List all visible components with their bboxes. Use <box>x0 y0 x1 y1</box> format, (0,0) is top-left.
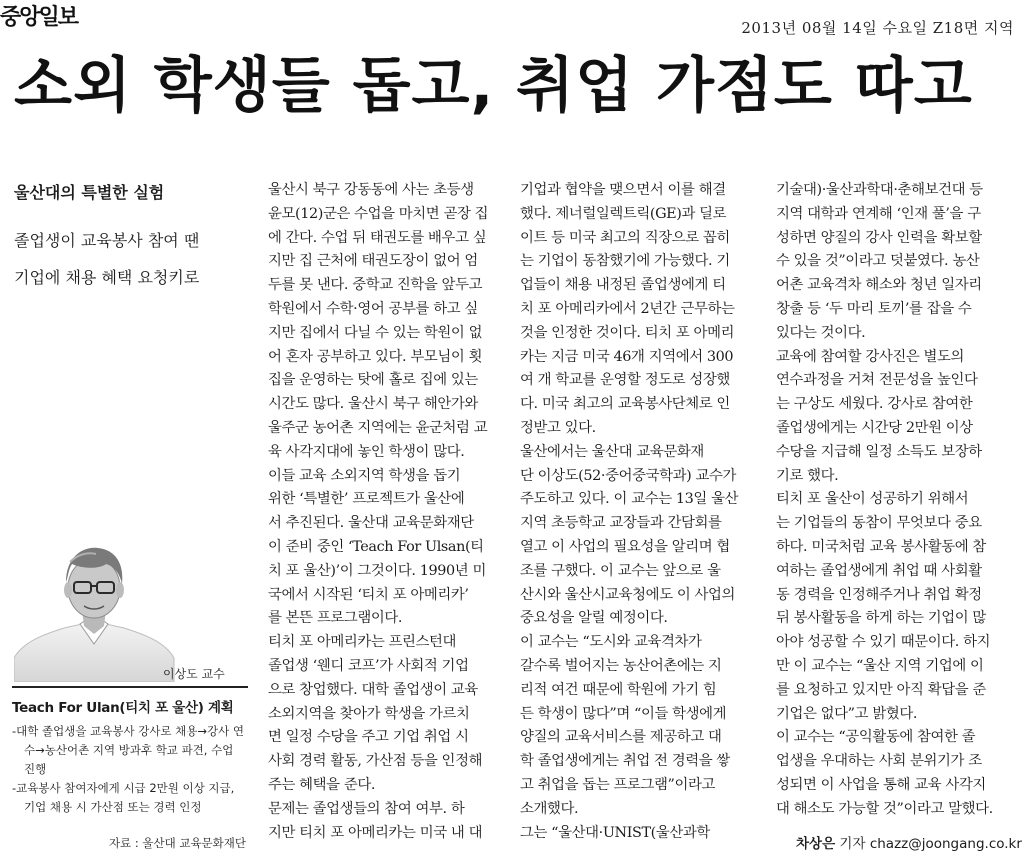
article-line: 는 기업이 동참했기에 가능했다. 기 <box>520 253 730 270</box>
article-line: 교육에 참여할 강사진은 별도의 <box>776 348 965 365</box>
article-line: 를 본뜬 프로그램이다. <box>268 610 403 627</box>
article-line: 열고 이 사업의 필요성을 알리며 협 <box>520 538 730 555</box>
article-line: 는 기업들의 동참이 무엇보다 중요 <box>776 515 982 532</box>
article-line: 주는 혜택을 준다. <box>268 776 376 793</box>
article-line: 다. 미국 최고의 교육봉사단체로 인 <box>520 396 730 413</box>
article-line: 위한 ‘특별한’ 프로젝트가 울산에 <box>268 491 465 508</box>
article-line: 업들이 채용 내정된 졸업생에게 티 <box>520 277 726 294</box>
infobox-item: -교육봉사 참여자에게 시급 2만원 이상 지급, 기업 채용 시 가산점 또는 경력 인정 <box>12 781 235 814</box>
article-column-2 <box>520 179 738 845</box>
article-line: 지역 대학과 연계해 ‘인재 풀’을 구 <box>776 205 981 222</box>
article-column-3 <box>776 179 993 822</box>
article-line: 학원에서 수학·영어 공부를 하고 싶 <box>268 300 478 317</box>
article-line: 사회 경력 활동, 가산점 등을 인정해 <box>268 753 483 770</box>
article-line: 지만 집에서 다닐 수 있는 학원이 없 <box>268 324 483 341</box>
article-line: 리적 여건 때문에 학원에 가기 힘 <box>520 681 717 698</box>
photo-caption: 이상도 교수 <box>163 667 225 681</box>
article-line: 집을 운영하는 탓에 홀로 집에 있는 <box>268 372 478 389</box>
article-line: 졸업생 ‘웬디 코프’가 사회적 기업 <box>268 657 469 674</box>
subhead-secondary <box>14 222 246 296</box>
portrait-photo <box>14 540 246 682</box>
article-line: 만 이 교수는 “울산 지역 기업에 이 <box>776 657 984 674</box>
article-line: 양질의 교육서비스를 제공하고 대 <box>520 729 722 746</box>
newspaper-logo: 중앙일보 <box>0 5 78 30</box>
article-column-1 <box>268 179 488 845</box>
byline-email: chazz@joongang.co.kr <box>869 836 1022 852</box>
article-line: 성하면 양질의 강사 인력을 확보할 <box>776 229 982 246</box>
article-line: 기업과 협약을 맺으면서 이를 해결 <box>520 182 726 198</box>
article-line: 울산에서는 울산대 교육문화재 <box>520 443 704 460</box>
subhead-block <box>14 180 246 296</box>
article-line: 티치 포 아메리카는 프린스턴대 <box>268 634 457 651</box>
headline: 소외 학생들 돕고, 취업 가점도 따고 <box>14 51 973 121</box>
subhead-line: 기업에 채용 혜택 요청키로 <box>14 268 200 287</box>
article-line: 두를 못 낸다. 중학교 진학을 앞두고 <box>268 277 483 294</box>
article-line: 지만 티치 포 아메리카는 미국 내 대 <box>268 824 483 841</box>
article-line: 이들 교육 소외지역 학생을 돕기 <box>268 467 461 484</box>
article-line: 있다는 것이다. <box>776 324 866 341</box>
article-line: 어 혼자 공부하고 있다. 부모님이 횟 <box>268 348 483 365</box>
byline <box>796 832 1022 852</box>
article-line: 서 추진된다. 울산대 교육문화재단 <box>268 515 474 532</box>
article-line: 어촌 교육격차 해소와 청년 일자리 <box>776 277 982 294</box>
article-line: 기업은 없다”고 밝혔다. <box>776 705 917 722</box>
article-line: 육 사각지대에 놓인 학생이 많다. <box>268 443 465 460</box>
article-line: 중요성을 알릴 예정이다. <box>520 610 668 627</box>
infobox-source: 자료 : 울산대 교육문화재단 <box>108 836 246 850</box>
article-line: 면 일정 수당을 주고 기업 취업 시 <box>268 729 469 746</box>
article-line: 동 경력을 인정해주거나 취업 확정 <box>776 586 982 603</box>
article-line: 치 포 울산)’이 그것이다. 1990년 미 <box>268 562 486 579</box>
article-line: 하다. 미국처럼 교육 봉사활동에 참 <box>776 538 986 555</box>
article-line: 그는 “울산대·UNIST(울산과학 <box>520 824 710 841</box>
article-line: 울산시 북구 강동동에 사는 초등생 <box>268 182 474 198</box>
article-line: 소외지역을 찾아가 학생을 가르치 <box>268 705 470 722</box>
article-line: 주도하고 있다. 이 교수는 13일 울산 <box>520 491 739 508</box>
article-line: 는 구상도 세웠다. 강사로 참여한 <box>776 396 973 413</box>
article-line: 아야 성공할 수 있기 때문이다. 하지 <box>776 634 991 651</box>
article-line: 업생을 우대하는 사회 분위기가 조 <box>776 753 982 770</box>
infobox-item: -대학 졸업생을 교육봉사 강사로 채용→강사 연수→농산어촌 지역 방과후 학교 파견, 수업 진행 <box>12 724 245 776</box>
article-line: 고 취업을 돕는 프로그램”이라고 <box>520 776 715 793</box>
article-line: 시간도 많다. 울산시 북구 해안가와 <box>268 396 478 413</box>
article-line: 에 간다. 수업 뒤 태권도를 배우고 싶 <box>268 229 487 246</box>
article-line: 여 개 학교를 운영할 정도로 성장했 <box>520 372 730 389</box>
article-line: 창출 등 ‘두 마리 토끼’를 잡을 수 <box>776 300 972 317</box>
article-line: 윤모(12)군은 수업을 마치면 곧장 집 <box>268 205 489 222</box>
subhead-line: 졸업생이 교육봉사 참여 땐 <box>14 231 200 250</box>
article-line: 으로 창업했다. 대학 졸업생이 교육 <box>268 681 478 698</box>
article-line: 여하는 졸업생에게 취업 때 사회활 <box>776 562 982 579</box>
article-line: 성되면 이 사업을 통해 교육 사각지 <box>776 776 986 793</box>
article-line: 수당을 지급해 일정 소득도 보장하 <box>776 443 982 460</box>
article-line: 울주군 농어촌 지역에는 윤군처럼 교 <box>268 419 488 436</box>
article-line: 국에서 시작된 ‘티치 포 아메리카’ <box>268 586 469 603</box>
article-line: 카는 지금 미국 46개 지역에서 300 <box>520 348 734 365</box>
article-line: 산시와 울산시교육청에도 이 사업의 <box>520 586 736 603</box>
article-line: 기술대)·울산과학대·춘해보건대 등 <box>776 182 983 198</box>
article-line: 이 준비 중인 ‘Teach For Ulsan(티 <box>268 538 484 555</box>
article-line: 학 졸업생에게는 취업 전 경력을 쌓 <box>520 753 730 770</box>
infobox-list <box>12 722 248 817</box>
article-line: 했다. 제너럴일렉트릭(GE)과 딜로 <box>520 205 727 222</box>
article-line: 조를 구했다. 이 교수는 앞으로 울 <box>520 562 721 579</box>
article-line: 지역 초등학교 교장들과 간담회를 <box>520 515 722 532</box>
article-line: 이 교수는 “공익활동에 참여한 졸 <box>776 729 976 746</box>
article-line: 문제는 졸업생들의 참여 여부. 하 <box>268 800 465 817</box>
article-line: 대 해소도 가능할 것”이라고 말했다. <box>776 800 993 817</box>
article-line: 것을 인정한 것이다. 티치 포 아메리 <box>520 324 735 341</box>
article-line: 단 이상도(52·중어중국학과) 교수가 <box>520 467 736 484</box>
article-line: 수 있을 것”이라고 덧붙였다. 농산 <box>776 253 980 270</box>
article-line: 지만 집 근처에 태권도장이 없어 엄 <box>268 253 478 270</box>
article-line: 치 포 아메리카에서 2년간 근무하는 <box>520 300 735 317</box>
article-line: 정받고 있다. <box>520 419 596 436</box>
infobox-title: Teach For Ulan(티치 포 울산) 계획 <box>12 700 234 716</box>
article-line: 소개했다. <box>520 800 579 817</box>
article-line: 티치 포 울산이 성공하기 위해서 <box>776 491 969 508</box>
article-line: 뒤 봉사활동을 하게 하는 기업이 많 <box>776 610 986 627</box>
article-line: 든 학생이 많다”며 “이들 학생에게 <box>520 705 727 722</box>
byline-name: 차상은 <box>796 836 836 852</box>
infobox-rule <box>12 686 248 688</box>
article-line: 갈수록 벌어지는 농산어촌에는 지 <box>520 657 722 674</box>
article-line: 이트 등 미국 최고의 직장으로 꼽히 <box>520 229 730 246</box>
article-line: 기로 했다. <box>776 467 839 484</box>
article-line: 연수과정을 거쳐 전문성을 높인다 <box>776 372 978 389</box>
byline-role: 기자 <box>839 836 866 852</box>
dateline: 2013년 08월 14일 수요일 Z18면 지역 <box>741 19 1014 37</box>
article-line: 졸업생에게는 시간당 2만원 이상 <box>776 419 973 436</box>
subhead-primary: 울산대의 특별한 실험 <box>14 183 165 202</box>
article-line: 를 요청하고 있지만 아직 확답을 준 <box>776 681 986 698</box>
article-line: 이 교수는 “도시와 교육격차가 <box>520 634 702 651</box>
